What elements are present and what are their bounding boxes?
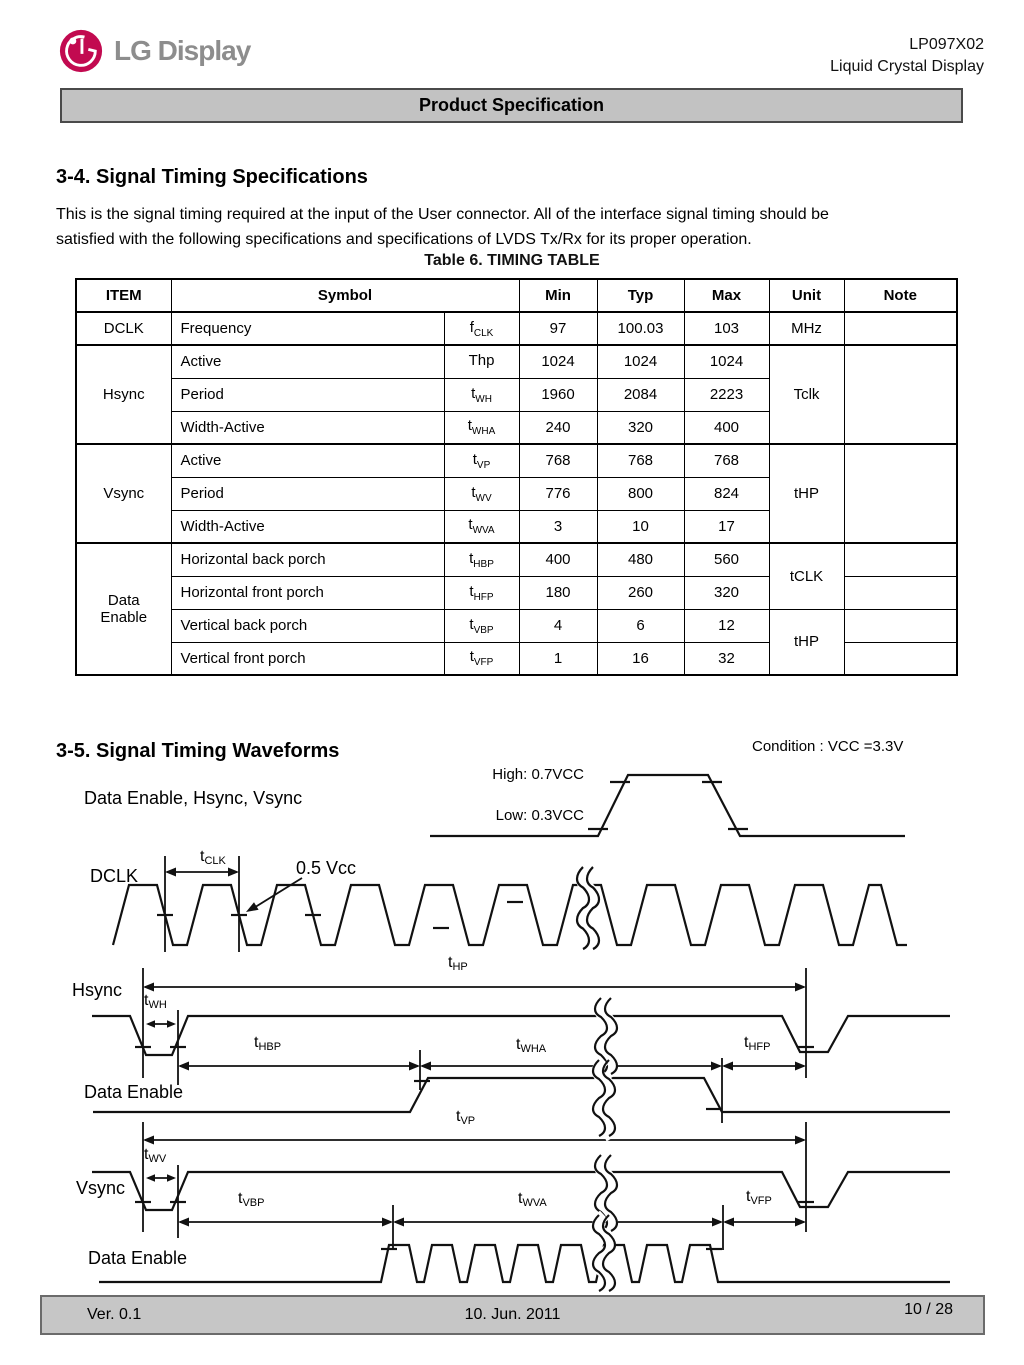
page-footer [40,1295,985,1335]
note-cell [844,444,957,543]
note-cell [844,576,957,609]
col-max: Max [684,279,769,312]
table-row: DCLK Frequency $f_{CLK}$ 97 100.03 103 MHz [76,312,957,345]
col-item: ITEM [76,279,171,312]
tvp-label: $t_{VP}$ [456,1108,476,1127]
footer-version: Ver. 0.1 [87,1306,142,1323]
half-vcc-label: 0.5 Vcc [296,858,357,878]
header-brand [58,28,250,74]
product-type: Liquid Crystal Display [830,58,984,75]
table-row: Hsync Active Thp 1024 1024 1024 Tclk [76,345,957,378]
table-row: Period $t_{WV}$ 776 800 824 [76,477,957,510]
section-body-line2: satisfied with the following specifications and specifications of LVDS Tx/Rx for its proper operation. [56,231,752,248]
footer-date: 10. Jun. 2011 [464,1306,561,1323]
unit-dclk: MHz [769,312,844,345]
col-unit: Unit [769,279,844,312]
data-enable-v-label: Data Enable [88,1248,188,1268]
thfp-label: $t_{HFP}$ [744,1034,771,1053]
thbp-label: $t_{HBP}$ [254,1034,282,1053]
twv-label: $t_{WV}$ [144,1146,167,1165]
item-dclk: DCLK [76,312,171,345]
low-level-label: Low: 0.3VCC [495,807,584,824]
hsync-label: Hsync [72,980,123,1000]
model-number: LP097X02 [909,36,984,53]
signals-label: Data Enable, Hsync, Vsync [84,788,303,808]
section-body-line1: This is the signal timing required at the input of the User connector. All of the interface signal timing should be [56,206,829,223]
vsync-waveform [92,1172,950,1210]
section-title-timing-specs: 3-4. Signal Timing Specifications [56,166,368,188]
timing-table [75,278,958,676]
tclk-label: $t_{CLK}$ [200,848,226,867]
reference-waveform [430,775,905,836]
tvbp-label: $t_{VBP}$ [238,1190,265,1209]
item-data-enable: Data Enable [76,543,171,675]
tvfp-label: $t_{VFP}$ [746,1188,772,1207]
hsync-waveform [92,1016,950,1055]
footer-page-number: 10 / 28 [904,1301,953,1318]
brand-name: LG Display [114,35,251,66]
table-row: Vsync Active $t_{VP}$ 768 768 768 tHP [76,444,957,477]
note-cell [844,609,957,642]
data-enable-h-label: Data Enable [84,1082,184,1102]
timing-waveform-diagram [0,760,1024,1295]
twha-label: $t_{WHA}$ [516,1036,547,1055]
note-cell [844,543,957,576]
table-header-row [76,279,957,312]
table-row: Vertical front porch $t_{VFP}$ 1 16 32 [76,642,957,675]
item-hsync: Hsync [76,345,171,444]
lg-logo-icon [58,28,104,74]
thp-label: $t_{HP}$ [448,954,468,973]
table-row: Period $t_{WH}$ 1960 2084 2223 [76,378,957,411]
unit-vsync: tHP [769,444,844,543]
col-min: Min [519,279,597,312]
data-enable-v-waveform [99,1245,950,1282]
twva-label: $t_{WVA}$ [518,1190,547,1209]
note-cell [844,312,957,345]
condition-label: Condition : VCC =3.3V [752,738,904,755]
table-row: Vertical back porch $t_{VBP}$ 4 6 12 tHP [76,609,957,642]
section-title-waveforms: 3-5. Signal Timing Waveforms [56,740,340,762]
table-row: Horizontal front porch $t_{HFP}$ 180 260 320 [76,576,957,609]
col-note: Note [844,279,957,312]
item-vsync: Vsync [76,444,171,543]
table-row: Width-Active $t_{WHA}$ 240 320 400 [76,411,957,444]
note-cell [844,642,957,675]
col-typ: Typ [597,279,684,312]
unit-hsync: Tclk [769,345,844,444]
table-row: Data Enable Horizontal back porch $t_{HBP}$ 400 480 560 tCLK [76,543,957,576]
high-level-label: High: 0.7VCC [492,766,584,783]
break-mark [577,867,599,949]
note-cell [844,345,957,444]
dclk-label: DCLK [90,866,139,886]
table-row: Width-Active $t_{WVA}$ 3 10 17 [76,510,957,543]
data-enable-h-waveform [93,1078,950,1112]
col-symbol: Symbol [171,279,519,312]
vsync-label: Vsync [76,1178,126,1198]
banner-product-specification: Product Specification [60,88,963,123]
unit-de-horizontal: tCLK [769,543,844,609]
header-model-block [830,34,984,78]
table-caption: Table 6. TIMING TABLE [424,252,600,269]
twh-label: $t_{WH}$ [144,992,167,1011]
unit-de-vertical: tHP [769,609,844,675]
